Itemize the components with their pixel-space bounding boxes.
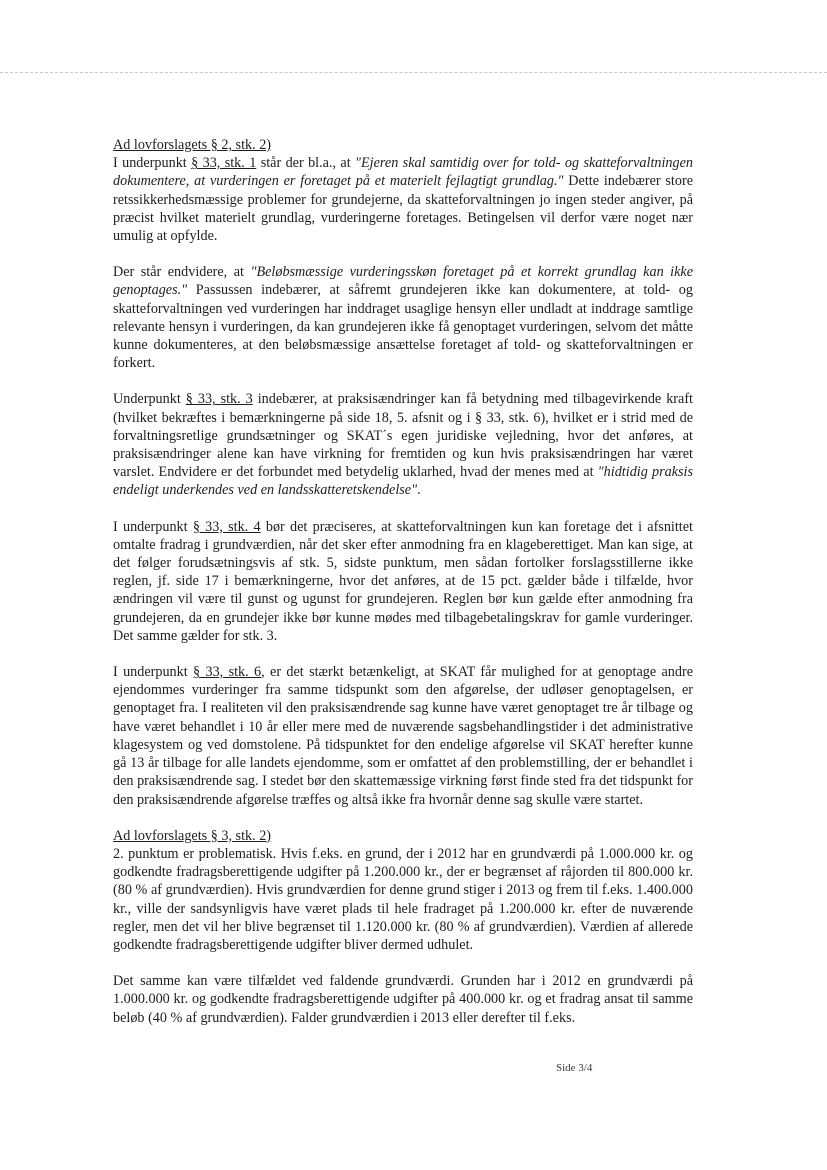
page-number: Side 3/4 <box>556 1062 593 1074</box>
text: indebærer, at praksisændringer kan få betydning med tilbagevirkende kraft (hvilket bekræftes i bemærkningerne på side 18, 5. afsnit og i § 33, stk. 6), hvilket er i strid med de forvaltningsretlige grundsætninger og SKAT´s egen juridiske vejledning, hvor det anføres, at praksisændringer alene kan have virkning for fremtiden og kun hvis praksisændringen har været varslet. Endvidere er det forbundet med betydelig uklarhed, hvad der menes med at <box>113 391 693 481</box>
paragraph-gap <box>113 245 693 263</box>
paragraph-gap <box>113 500 693 518</box>
text: I underpunkt <box>113 518 193 535</box>
text: , er det stærkt betænkeligt, at SKAT får mulighed for at genoptage andre ejendommes vurderinger fra samme tidspunkt som den afgørelse, der udløser genoptagelsen, er genoptaget fra. I realiteten vil den praksisændrende sag kunne have været genoptaget tre år tilbage og have været behandlet i 10 år eller mere med de nuværende sagsbehandlingstider i det administrative klagesystem og ved domstolene. På tidspunktet for den endelige afgørelse vil SKAT herefter kunne gå 13 år tilbage for alle landets ejendomme, som er omfattet af den problemstilling, der er behandlet i den praksisændrende sag. I stedet bør den skattemæssige virkning først finde sted fra det tidspunkt for den praksisændrende afgørelse træffes og altså ikke fra hvornår denne sag skulle være startet. <box>113 664 693 808</box>
text: Dette indebærer store retssikkerhedsmæssige problemer for grundejerne, da skatteforvaltningen jo ingen steder angiver, på præcist hvilket materielt grundlag, vurderingerne foretages. Betingelsen vil derfor være noget nær umulig at opfylde. <box>113 173 693 245</box>
law-reference: § 33, stk. 6 <box>193 664 262 681</box>
paragraph <box>113 390 693 499</box>
quote: "Beløbsmæssige vurderingsskøn foretaget på et korrekt grundlag kan ikke genoptages." <box>113 264 693 299</box>
law-reference: § 33, stk. 3 <box>185 391 253 408</box>
text: Der står endvidere, at <box>113 264 251 281</box>
text: bør det præciseres, at skatteforvaltningen kun kan foretage det i afsnittet omtalte fradrag i grundværdien, når det sker efter anmodning fra en klageberettiget. Man kan sige, at det følger forudsætningsvis af stk. 5, sidste punktum, men sådan fortolker forslagsstillerne ikke reglen, jf. side 17 i bemærkningerne, hvor det anføres, at de 15 pct. gælder både i tilfælde, hvor ændringen vil være til gunst og ugunst for grundejeren. Reglen bør kun gælde efter anmodning fra grundejeren, da en grundejer ikke bør kunne mødes med tilbagebetalingskrav for gamle vurderinger. Det samme gælder for stk. 3. <box>113 518 693 644</box>
paragraph: 2. punktum er problematisk. Hvis f.eks. en grund, der i 2012 har en grundværdi på 1.000.000 kr. og godkendte fradragsberettigende udgifter på 1.200.000 kr., der er begrænset af råjorden til 800.000 kr. (80 % af grundværdien). Hvis grundværdien for denne grund stiger i 2013 og frem til f.eks. 1.400.000 kr., ville der sandsynligvis have været plads til hele fradraget på 1.200.000 kr. efter de nuværende regler, men det vil her blive begrænset til 1.120.000 kr. (80 % af grundværdien). Værdien af allerede godkendte fradragsberettigende udgifter bliver dermed udhulet. <box>113 845 693 953</box>
text: I underpunkt <box>113 664 194 681</box>
law-reference: § 33, stk. 4 <box>192 518 261 535</box>
paragraph <box>113 663 693 809</box>
text: Passussen indebærer, at såfremt grundejeren ikke kan dokumentere, at told- og skatteforvaltningen ved vurderingen har inddraget usaglige hensyn eller undladt at inddrage samtlige relevante hensyn i vurderingen, da kan grundejeren ikke få genoptaget vurderingen, selvom det måtte kunne dokumenteres, at den beløbsmæssige ansættelse foretaget af told- og skatteforvaltningen er forkert. <box>113 282 693 372</box>
text: står der bl.a., at <box>256 155 356 172</box>
quote: "hidtidig praksis endeligt underkendes ved en landsskatteretskendelse" <box>113 464 694 499</box>
section-heading: Ad lovforslagets § 3, stk. 2) <box>113 827 272 844</box>
paragraph <box>113 154 693 245</box>
paragraph-gap <box>113 809 693 827</box>
document-page <box>113 136 693 1027</box>
text: . <box>417 482 421 499</box>
quote: "Ejeren skal samtidig over for told- og skatteforvaltningen dokumentere, at vurderingen er foretaget på et materielt fejlagtigt grundlag." <box>113 155 693 190</box>
paragraph-gap <box>113 954 693 972</box>
paragraph-gap <box>113 372 693 390</box>
scan-artifact-line <box>0 72 827 73</box>
paragraph-gap <box>113 645 693 663</box>
law-reference: § 33, stk. 1 <box>191 155 257 172</box>
paragraph <box>113 518 693 645</box>
paragraph: Det samme kan være tilfældet ved faldende grundværdi. Grunden har i 2012 en grundværdi på 1.000.000 kr. og godkendte fradragsberettigende udgifter på 400.000 kr. og et fradrag ansat til samme beløb (40 % af grundværdien). Falder grundværdien i 2013 eller derefter til f.eks. <box>113 973 693 1026</box>
text: Underpunkt <box>113 391 186 408</box>
paragraph <box>113 263 693 372</box>
text: I underpunkt <box>113 155 192 172</box>
section-heading: Ad lovforslagets § 2, stk. 2) <box>113 137 272 153</box>
